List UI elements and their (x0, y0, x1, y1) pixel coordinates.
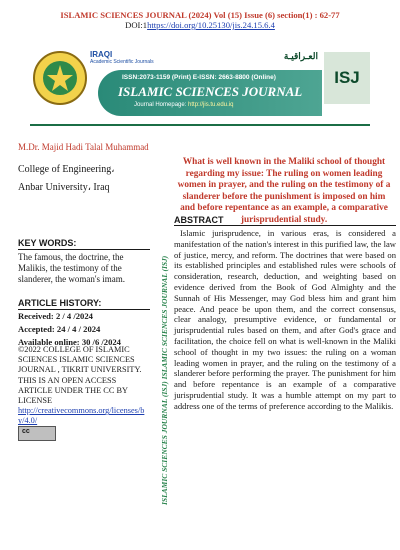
author-block (18, 140, 150, 197)
abstract-text: Islamic jurisprudence, in various eras, is considered a manifestation of the nation's interest in this purified law, the law of justice, mercy, and reform. The doctrines that were based on its established principles and established rules were schools of consideration, research, deduction, and weighting based on evidence derived from the Book of God Almighty and the Sunnah of His Messenger, may God bless him and grant him peace. And peace be upon them, and the correct consensus, clear analogy, presumptive evidence, or fundamental or jurisprudential rules based on them, and after God's grace and facilitation, the choice fell on what is well-known in the Maliki school of thought in my two issues: the ruling on a woman leading women in prayer, and the ruling on the testimony of a slanderer before performing the prayer. The punishment for him and before repentance is an example of a comparative jurisprudential study. It was a humble attempt on my part to address one of the terms of preference according to the Malikis. (174, 228, 396, 411)
journal-band (98, 70, 322, 116)
iraqi-label: IRAQI (90, 50, 113, 59)
journal-header (0, 10, 400, 30)
accepted-date: Accepted: 24 / 4 / 2024 (18, 324, 101, 334)
doi-link[interactable]: https://doi.org/10.25130/jis.24.15.6.4 (147, 20, 275, 30)
keywords-text: The famous, the doctrine, the Malikis, the testimony of the slanderer, the woman's imam. (18, 252, 125, 284)
keywords-block (18, 238, 150, 285)
license-block (18, 345, 150, 427)
affiliation-college: College of Engineering، (18, 164, 115, 175)
keywords-heading: KEY WORDS: (18, 238, 150, 250)
iraqi-sub-label: Academic Scientific Journals (90, 59, 154, 65)
license-text: ©2022 COLLEGE OF ISLAMIC SCIENCES ISLAMIC SCIENCES JOURNAL , TIKRIT UNIVERSITY. THIS IS AN OPEN ACCESS ARTICLE UNDER THE CC BY LICENSE (18, 345, 142, 406)
homepage-line (134, 102, 233, 108)
cc-license-icon (18, 426, 56, 441)
affiliation-university: Anbar University، Iraq (18, 182, 110, 193)
abstract-heading: ABSTRACT (174, 215, 396, 226)
homepage-link[interactable]: http://jis.tu.edu.iq (188, 102, 234, 108)
doi-line (0, 20, 400, 30)
homepage-label: Journal Homepage: (134, 102, 189, 108)
issn-line: ISSN:2073-1159 (Print) E-ISSN: 2663-8800 (Online) (122, 74, 276, 81)
cc-label: cc (22, 428, 30, 435)
article-title: What is well known in the Maliki school of thought regarding my issue: The ruling on women leading women in prayer, and the ruling on the testimony of a slanderer before the punishment is imposed on him and before repentance as an example, a comparative jurisprudential study. (177, 157, 391, 225)
online-date: Available online: 30 /6 /2024 (18, 337, 121, 347)
history-heading: ARTICLE HISTORY: (18, 298, 150, 310)
doi-prefix: DOI:1 (125, 20, 148, 30)
vertical-journal-text: ISLAMIC SCIENCES JOURNAL (ISJ) ISLAMIC SCIENCES JOURNAL (ISJ) (160, 255, 169, 506)
journal-citation: ISLAMIC SCIENCES JOURNAL (2024) Vol (15) Issue (6) section(1) : 62-77 (60, 10, 340, 20)
article-history (18, 298, 150, 349)
received-date: Received: 2 / 4 /2024 (18, 311, 93, 321)
journal-name: ISLAMIC SCIENCES JOURNAL (118, 84, 303, 99)
journal-banner (30, 38, 370, 126)
isj-badge: ISJ (324, 52, 370, 104)
license-link[interactable]: http://creativecommons.org/licenses/by/4.0/ (18, 406, 145, 426)
author-name: M.Dr. Majid Hadi Talal Muhammad (18, 142, 149, 152)
iraqi-brand (90, 50, 154, 65)
journal-logo-icon (32, 50, 88, 106)
arabic-label: العـراقيـة (283, 51, 318, 61)
